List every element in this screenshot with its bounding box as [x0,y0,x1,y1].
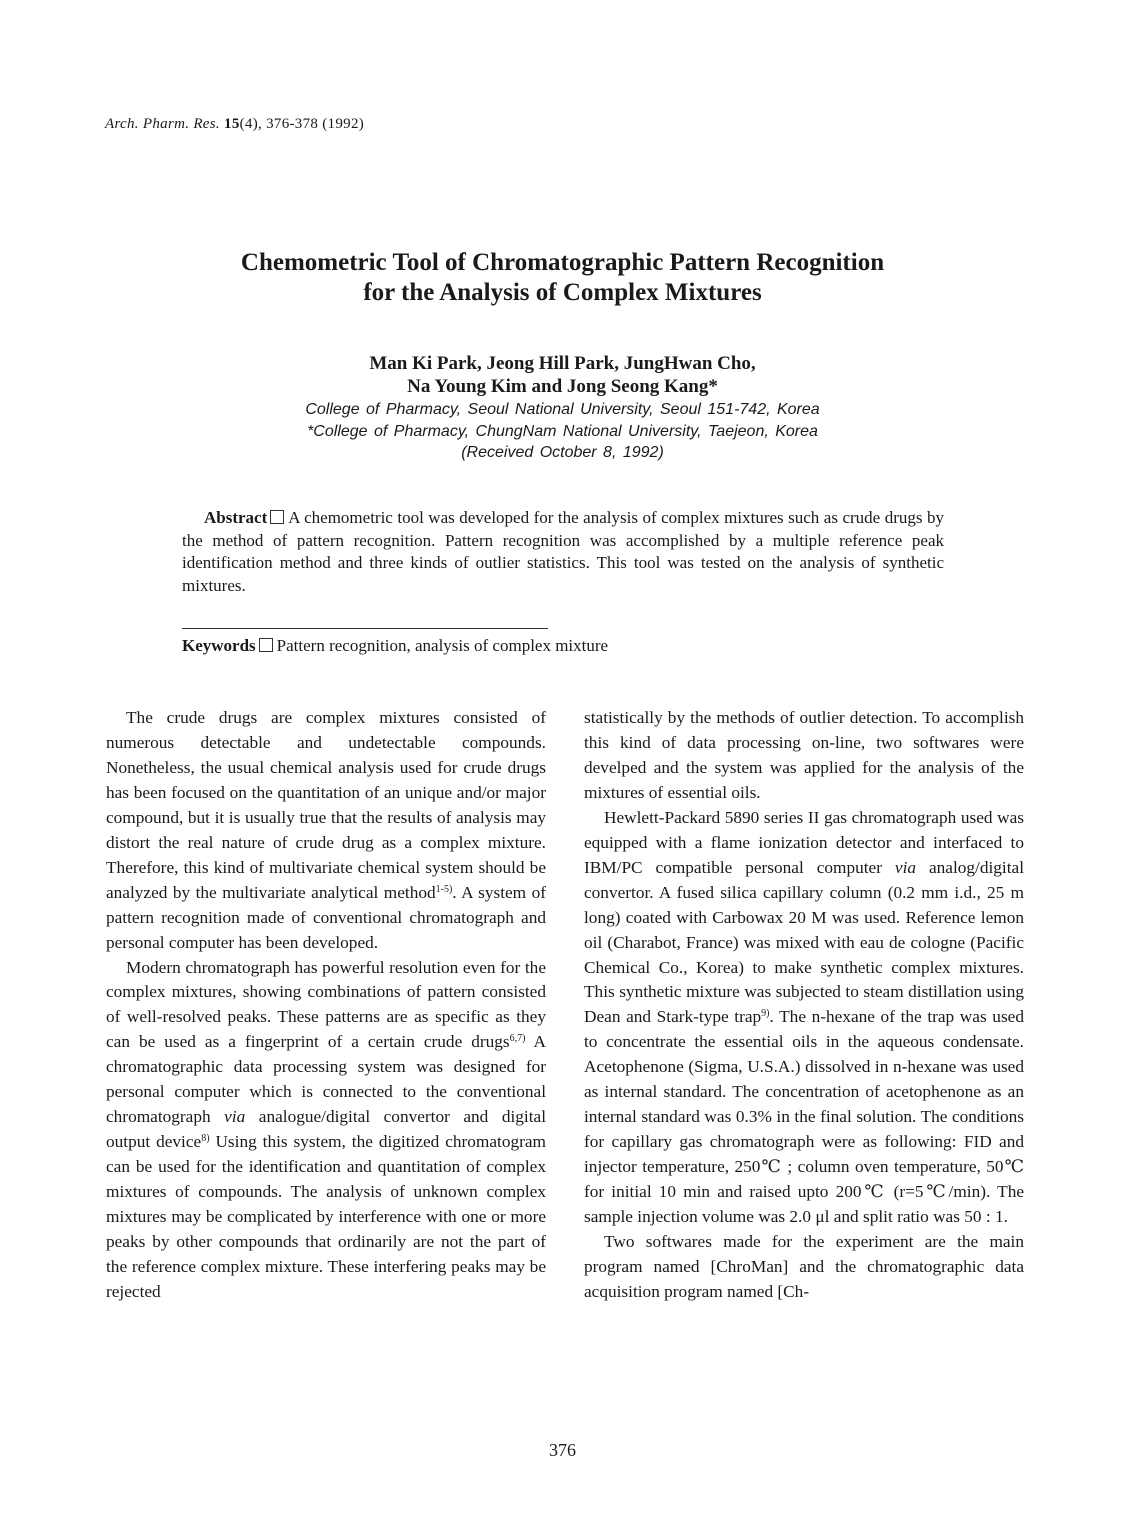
citation-ref: 8) [201,1133,210,1145]
paper-title-line-2: for the Analysis of Complex Mixtures [363,279,762,306]
body-paragraph: statistically by the methods of outlier detection. To accomplish this kind of data processing on-line, two softwares were develped and the system was applied for the analysis of the mixtures of essential oils. [584,708,1024,802]
body-text: A chromatographic data processing system was designed for personal computer which is connected to the conventional chromatograph [106,1032,546,1127]
body-text: The crude drugs are complex mixtures consisted of numerous detectable and undetectable compounds. Nonetheless, the usual chemical analysis used for crude drugs has been focused on the quantitation of an unique and/or major compound, but it is usually true that the results of analysis may distort the real nature of crude drug as a complex mixture. Therefore, this kind of multivariate chemical system should be analyzed by the multivariate analytical method [106,708,546,902]
abstract [182,507,944,597]
journal-name: Arch. Pharm. Res. [105,116,220,132]
body-paragraph [106,706,546,956]
citation-ref: 9) [761,1008,770,1020]
page-number: 376 [549,1440,576,1460]
body-text: analog/digital convertor. A fused silica capillary column (0.2 mm i.d., 25 m long) coated with Carbowax 20 M was used. Reference lemon oil (Charabot, France) was mixed with eau de cologne (Pacific Chemical Co., Korea) to make synthetic complex mixtures. This synthetic mixture was subjected to steam distillation using Dean and Stark-type trap [584,857,1025,1027]
body-text: analogue/digital convertor and digital output device [106,1107,547,1152]
affiliations [0,399,1125,464]
body-column-right [584,706,1024,1305]
abstract-text: A chemometric tool was developed for the analysis of complex mixtures such as crude drugs by the method of pattern recognition. Pattern recognition was accomplished by a multiple reference peak identification method and three kinds of outlier statistics. This tool was tested on the analysis of synthetic mixtures. [182,508,944,595]
body-text: Modern chromatograph has powerful resolution even for the complex mixtures, showing combinations of pattern consisted of well-resolved peaks. These patterns are as specific as they can be used as a fingerprint of a certain crude drugs [106,957,546,1052]
body-text: Using this system, the digitized chromatogram can be used for the identification and quantitation of complex mixtures of compounds. The analysis of unknown complex mixtures may be complicated by interference with one or more peaks by other compounds that ordinarily are not the part of the reference complex mixture. These interfering peaks may be rejected [106,1132,546,1301]
body-text: Hewlett-Packard 5890 series II gas chromatograph used was equipped with a flame ionization detector and interfaced to IBM/PC compatible personal computer [584,807,1024,877]
body-column-left [106,706,546,1305]
keywords-label: Keywords [182,636,256,655]
affiliation-1: College of Pharmacy, Seoul National University, Seoul 151-742, Korea [305,401,820,418]
keywords [182,635,608,657]
keywords-divider [182,628,548,629]
affiliation-2: *College of Pharmacy, ChungNam National University, Taejeon, Korea [307,422,818,440]
journal-issue-pages-year: (4), 376-378 (1992) [239,116,365,132]
citation-ref: 6,7) [509,1033,526,1045]
journal-citation [105,116,364,133]
citation-ref: 1-5) [435,883,453,895]
italic-term: via [894,857,917,877]
keywords-text: Pattern recognition, analysis of complex mixture [276,636,609,655]
author-list [0,352,1125,398]
abstract-label: Abstract [204,508,268,527]
body-paragraph [584,806,1024,1230]
body-paragraph [106,956,546,1305]
paper-title-line-1: Chemometric Tool of Chromatographic Pattern Recognition [240,249,885,276]
abstract-box-icon [270,510,284,524]
author-list-line-1: Man Ki Park, Jeong Hill Park, JungHwan Cho, [369,353,756,374]
journal-volume: 15 [224,116,240,132]
italic-term: via [224,1107,246,1127]
keywords-box-icon [259,638,273,652]
author-list-line-2: Na Young Kim and Jong Seong Kang* [407,376,718,397]
body-paragraph: Two softwares made for the experiment are the main program named [ChroMan] and the chromatographic data acquisition program named [Ch- [584,1232,1024,1301]
body-text: . A system of pattern recognition made of conventional chromatograph and personal computer has been developed. [106,882,546,952]
body-text: . The n-hexane of the trap was used to concentrate the essential oils in the aqueous condensate. Acetophenone (Sigma, U.S.A.) dissolved in n-hexane was used as internal standard. The concentration of acetophenone as an internal standard was 0.3% in the final solution. The conditions for capillary gas chromatograph were as following: FID and injector temperature, 250℃ ; column oven temperature, 50℃ for initial 10 min and raised upto 200℃ (r=5℃/min). The sample injection volume was 2.0 μl and split ratio was 50 : 1. [584,1007,1024,1227]
received-date: (Received October 8, 1992) [461,444,664,461]
paper-title [0,248,1125,308]
